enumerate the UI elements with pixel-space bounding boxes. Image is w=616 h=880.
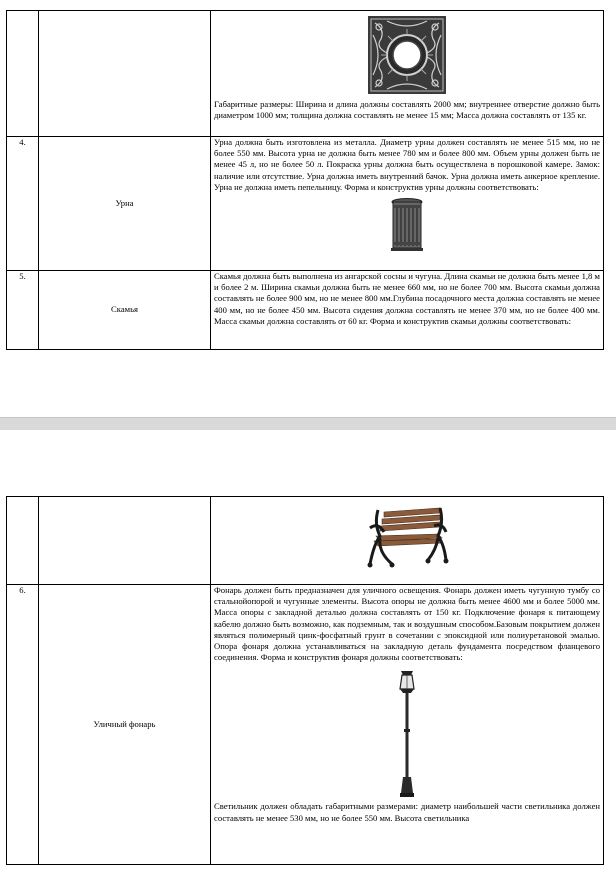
park-bench-image: [364, 504, 450, 576]
street-lamp-image: [395, 669, 419, 799]
row-description-cell: [211, 497, 604, 585]
spec-table-page-2: [6, 496, 604, 865]
row-description-cell: [211, 271, 604, 350]
row-description-cell: [211, 585, 604, 865]
document-page-2: [0, 430, 616, 880]
table-row-hatch: [7, 11, 604, 137]
hatch-dimensions-text: Габаритные размеры: Ширина и длина должны составлять 2000 мм; внутреннее отверстие должно быть диаметром 1000 мм; толщина должна составлять не менее 15 мм; Масса должна составлять от 135 кг.: [214, 99, 600, 121]
row-name-street-lamp: Уличный фонарь: [39, 585, 211, 865]
spec-table-page-1: [6, 10, 604, 350]
row-description-cell: [211, 11, 604, 137]
lamp-description: Фонарь должен быть предназначен для уличного освещения. Фонарь должен иметь чугунную тумбу со стальнойопорой и чугунные элементы. Высота опоры не должна быть менее 4600 мм и более 5000 мм. Масса опоры с закладной деталью должна составлять от 150 кг. Подключение фонаря к питающему кабелю должно быть возможно, как подземным, так и воздушным способом.Базовым покрытием должен являться полимерный цинк-фосфатный грунт в сочетании с эпоксидной или полиуретановой эмалью. Опора фонаря должна устанавливаться на закладную деталь фундамента посредством фланцевого соединения. Форма и конструктив фонаря должны соответствовать:: [214, 585, 600, 663]
trash-urn-image: [390, 196, 424, 252]
row-name-cell: [39, 497, 211, 585]
row-name-cell: [39, 11, 211, 137]
document-page-1: [0, 0, 616, 417]
row-name-urn: Урна: [39, 137, 211, 271]
page-separator: [0, 417, 616, 431]
row-number: 4.: [7, 137, 39, 271]
table-row-bench: [7, 271, 604, 350]
row-number: 6.: [7, 585, 39, 865]
table-row-urn: [7, 137, 604, 271]
table-row-street-lamp: [7, 585, 604, 865]
decorative-hatch-image: [367, 15, 447, 95]
row-number-cell: [7, 11, 39, 137]
row-description-cell: [211, 137, 604, 271]
urn-description: Урна должна быть изготовлена из металла. Диаметр урны должен составлять не менее 515 мм, но не более 550 мм. Высота урна не должна быть менее 780 мм и более 800 мм. Объем урны должен быть не менее 45 л, но не более 50 л. Покраска урны должна быть осуществлена в порошковой камере. Замок: наличие или отсутствие. Урна должна иметь внутренний бачок. Урна должна иметь анкерное крепление. Урна не должна иметь пепельницу. Форма и конструктив урны должны соответствовать:: [214, 137, 600, 192]
bench-description: Скамья должна быть выполнена из ангарской сосны и чугуна. Длина скамьи не должна быть менее 1,8 м и более 2 м. Ширина скамьи должна быть не менее 660 мм, но не более 700 мм. Высота скамьи должна составлять не более 900 мм, но не менее 800 мм.Глубина посадочного места должна составлять не менее 400 мм, но не более 450 мм. Высота сидения должна составлять не менее 370 мм, но не более 400 мм. Масса скамьи должна составлять от 60 кг. Форма и конструктив скамьи должны соответствовать:: [214, 271, 600, 326]
row-name-bench: Скамья: [39, 271, 211, 350]
table-row-bench-image: [7, 497, 604, 585]
luminaire-text: Светильник должен обладать габаритными размерами: диаметр наибольшей части светильника должен составлять не менее 530 мм, но не более 550 мм. Высота светильника: [214, 801, 600, 823]
row-number: 5.: [7, 271, 39, 350]
row-number-cell: [7, 497, 39, 585]
